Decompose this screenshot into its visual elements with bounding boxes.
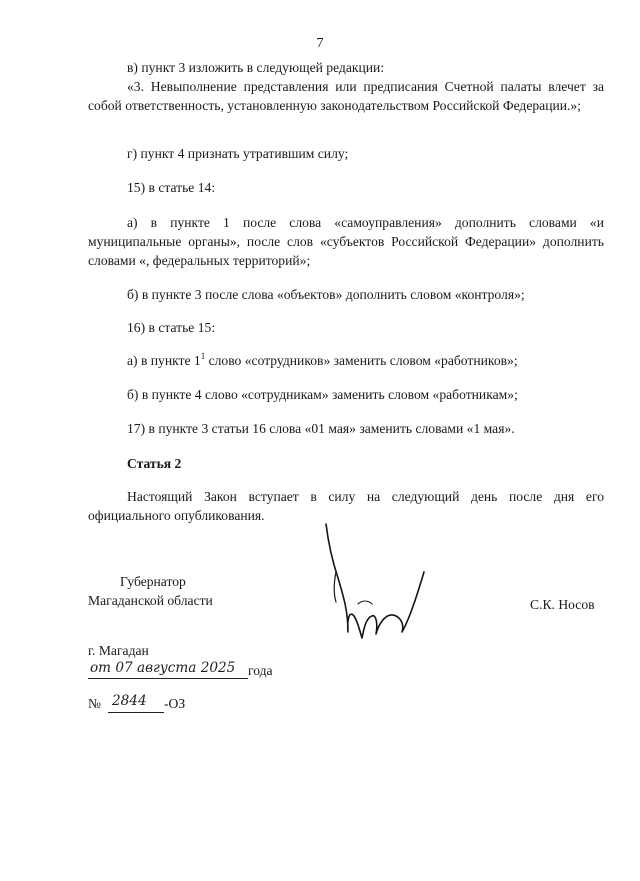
paragraph-point-15: 15) в статье 14: bbox=[127, 180, 216, 195]
footer-city: г. Магадан bbox=[88, 643, 149, 658]
paragraph-16-a-start: а) в пункте 1 bbox=[127, 353, 201, 368]
paragraph-entry-into-force: Настоящий Закон вступает в силу на следующий день после дня его официального опубликования. bbox=[88, 489, 604, 523]
footer-date-underline bbox=[88, 678, 248, 679]
article-heading: Статья 2 bbox=[127, 456, 182, 471]
paragraph-point-16: 16) в статье 15: bbox=[127, 320, 216, 335]
paragraph-15-b: б) в пункте 3 после слова «объектов» дополнить словом «контроля»; bbox=[127, 287, 525, 302]
footer-number-underline bbox=[108, 712, 164, 713]
paragraph-15-a: а) в пункте 1 после слова «самоуправления» дополнить словами «и муниципальные органы», после слов «субъектов Российской Федерации» дополнить словами «, федеральных территорий»; bbox=[88, 215, 604, 268]
paragraph-16-b: б) в пункте 4 слово «сотрудникам» заменить словом «работникам»; bbox=[127, 387, 518, 402]
paragraph-16-a-end: слово «сотрудников» заменить словом «работников»; bbox=[205, 353, 518, 368]
signatory-name: С.К. Носов bbox=[530, 597, 595, 612]
footer-date-handwritten: от 07 августа 2025 bbox=[90, 660, 236, 676]
paragraph-item-g: г) пункт 4 признать утратившим силу; bbox=[127, 146, 349, 161]
handwritten-signature bbox=[318, 520, 428, 645]
footer-number-prefix: № bbox=[88, 696, 101, 711]
paragraph-point-17: 17) в пункте 3 статьи 16 слова «01 мая» заменить словами «1 мая». bbox=[127, 421, 515, 436]
paragraph-new-wording: «3. Невыполнение представления или предписания Счетной палаты влечет за собой ответственность, установленную законодательством Российской Федерации.»; bbox=[88, 79, 604, 113]
paragraph-item-v: в) пункт 3 изложить в следующей редакции: bbox=[127, 60, 385, 75]
paragraph-16-a bbox=[88, 351, 604, 370]
footer-number-suffix: -ОЗ bbox=[164, 696, 186, 711]
page-number: 7 bbox=[316, 36, 324, 51]
signatory-title-line2: Магаданской области bbox=[88, 593, 213, 608]
footer-number-handwritten: 2844 bbox=[112, 693, 147, 709]
signatory-title-line1: Губернатор bbox=[120, 574, 186, 589]
footer-date-suffix: года bbox=[248, 663, 273, 678]
superscript-one: 1 bbox=[200, 351, 206, 361]
